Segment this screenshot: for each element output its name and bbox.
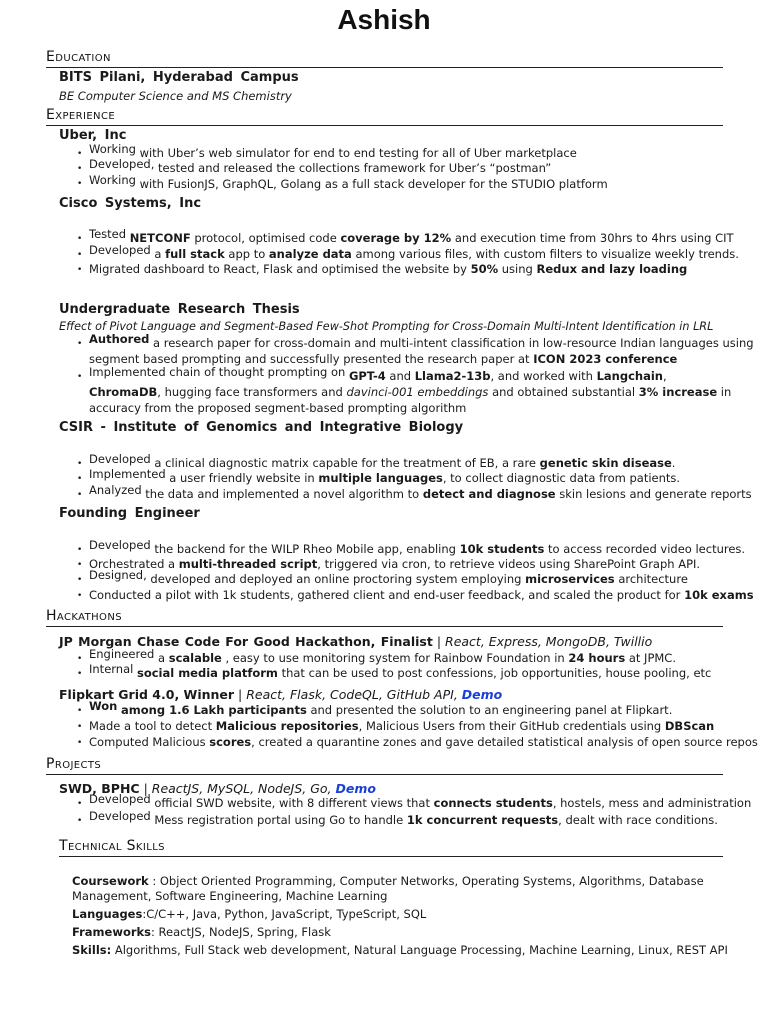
bullet: •: [77, 816, 83, 826]
section-education-header: Education: [46, 48, 723, 68]
skills-languages: Languages:C/C++, Java, Python, JavaScript, TypeScript, SQL: [72, 907, 427, 921]
thesis-bullet-1-cont: segment based prompting and successfully presented the research paper at ICON 2023 conference: [89, 352, 678, 366]
bullet: •: [77, 738, 83, 748]
project-swd-title: SWD, BPHC | ReactJS, MySQL, NodeJS, Go, Demo: [59, 781, 376, 796]
flipkart-bullet-2: Made a tool to detect Malicious repositories, Malicious Users from their GitHub credentials using DBScan: [89, 719, 715, 733]
founding-bullet-3: Designed, developed and deployed an online proctoring system employing microservices architecture: [89, 568, 688, 586]
job-title-uber: Uber, Inc: [59, 128, 127, 143]
founding-bullet-2: Orchestrated a multi-threaded script, triggered via cron, to retrieve videos using SharePoint Graph API.: [89, 557, 701, 571]
bullet: •: [77, 339, 83, 349]
bullet: •: [77, 799, 83, 809]
bullet: •: [77, 654, 83, 664]
job-title-csir: CSIR - Institute of Genomics and Integrative Biology: [59, 420, 464, 435]
degree: BE Computer Science and MS Chemistry: [59, 89, 292, 103]
swd-bullet-2: Developed Mess registration portal using Go to handle 1k concurrent requests, dealt with race conditions.: [89, 809, 718, 827]
bullet: •: [77, 722, 83, 732]
founding-bullet-1: Developed the backend for the WILP Rheo Mobile app, enabling 10k students to access recorded video lectures.: [89, 538, 746, 556]
uber-bullet-3: Working with FusionJS, GraphQL, Golang as a full stack developer for the STUDIO platform: [89, 173, 608, 191]
bullet: •: [77, 669, 83, 679]
thesis-subtitle: Effect of Pivot Language and Segment-Based Few-Shot Prompting for Cross-Domain Multi-Intent Identification in LRL: [59, 320, 714, 333]
bullet: •: [77, 250, 83, 260]
skills-frameworks: Frameworks: ReactJS, NodeJS, Spring, Flask: [72, 925, 331, 939]
swd-bullet-1: Developed official SWD website, with 8 different views that connects students, hostels, mess and administration: [89, 792, 752, 810]
jpm-bullet-2: Internal social media platform that can be used to post confessions, job opportunities, house pooling, etc: [89, 662, 712, 680]
school-name: BITS Pilani, Hyderabad Campus: [59, 70, 299, 85]
bullet: •: [77, 545, 83, 555]
bullet: •: [77, 459, 83, 469]
section-hackathons-header: Hackathons: [46, 607, 723, 627]
section-skills-header: Technical Skills: [59, 837, 723, 857]
bullet: •: [77, 149, 83, 159]
bullet: •: [77, 591, 83, 601]
bullet: •: [77, 560, 83, 570]
cisco-bullet-3: Migrated dashboard to React, Flask and optimised the website by 50% using Redux and lazy loading: [89, 262, 688, 276]
founding-bullet-4: Conducted a pilot with 1k students, gathered client and end-user feedback, and scaled the product for 10k exams: [89, 588, 754, 602]
bullet: •: [77, 706, 83, 716]
thesis-bullet-2-cont: ChromaDB, hugging face transformers and davinci-001 embeddings and obtained substantial 3% increase in: [89, 385, 732, 399]
thesis-title: Undergraduate Research Thesis: [59, 302, 300, 317]
job-title-cisco: Cisco Systems, Inc: [59, 196, 202, 211]
skills-skills: Skills: Algorithms, Full Stack web development, Natural Language Processing, Machine Learning, Linux, REST API: [72, 943, 728, 957]
skills-coursework: Coursework : Object Oriented Programming, Computer Networks, Operating Systems, Algorithms, Database: [72, 874, 704, 888]
csir-bullet-3: Analyzed the data and implemented a novel algorithm to detect and diagnose skin lesions and generate reports: [89, 483, 752, 501]
section-projects-header: Projects: [46, 755, 723, 775]
hackathon-flipkart-title: Flipkart Grid 4.0, Winner | React, Flask, CodeQL, GitHub API, Demo: [59, 687, 503, 702]
uber-bullet-1: Working with Uber’s web simulator for end to end testing for all of Uber marketplace: [89, 142, 577, 160]
cisco-bullet-1: Tested NETCONF protocol, optimised code coverage by 12% and execution time from 30hrs to 4hrs using CIT: [89, 227, 734, 245]
csir-bullet-1: Developed a clinical diagnostic matrix capable for the treatment of EB, a rare genetic skin disease.: [89, 452, 676, 470]
flipkart-bullet-1: Won among 1.6 Lakh participants and presented the solution to an engineering panel at Flipkart.: [89, 699, 673, 717]
bullet: •: [77, 164, 83, 174]
bullet: •: [77, 234, 83, 244]
csir-bullet-2: Implemented a user friendly website in multiple languages, to collect diagnostic data from patients.: [89, 467, 681, 485]
bullet: •: [77, 490, 83, 500]
job-title-founding: Founding Engineer: [59, 506, 200, 521]
jpm-bullet-1: Engineered a scalable , easy to use monitoring system for Rainbow Foundation in 24 hours at JPMC.: [89, 647, 676, 665]
bullet: •: [77, 179, 83, 189]
thesis-bullet-2: Implemented chain of thought prompting on GPT-4 and Llama2-13b, and worked with Langchain,: [89, 365, 667, 383]
candidate-name: Ashish: [337, 4, 431, 35]
bullet: •: [77, 372, 83, 382]
cisco-bullet-2: Developed a full stack app to analyze data among various files, with custom filters to visualize weekly trends.: [89, 243, 739, 261]
bullet: •: [77, 265, 83, 275]
swd-demo-link[interactable]: Demo: [335, 781, 376, 796]
section-experience-header: Experience: [46, 106, 723, 126]
bullet: •: [77, 474, 83, 484]
skills-coursework-cont: Management, Software Engineering, Machine Learning: [72, 889, 388, 903]
bullet: •: [77, 575, 83, 585]
hackathon-jpm-title: JP Morgan Chase Code For Good Hackathon, Finalist | React, Express, MongoDB, Twillio: [59, 634, 653, 649]
thesis-bullet-1: Authored a research paper for cross-domain and multi-intent classification in low-resource Indian languages using: [89, 332, 754, 350]
thesis-bullet-2-cont2: accuracy from the proposed segment-based prompting algorithm: [89, 401, 467, 415]
uber-bullet-2: Developed, tested and released the collections framework for Uber’s “postman”: [89, 157, 552, 175]
flipkart-bullet-3: Computed Malicious scores, created a quarantine zones and gave detailed statistical analysis of open source repos: [89, 735, 758, 749]
flipkart-demo-link[interactable]: Demo: [461, 687, 503, 702]
